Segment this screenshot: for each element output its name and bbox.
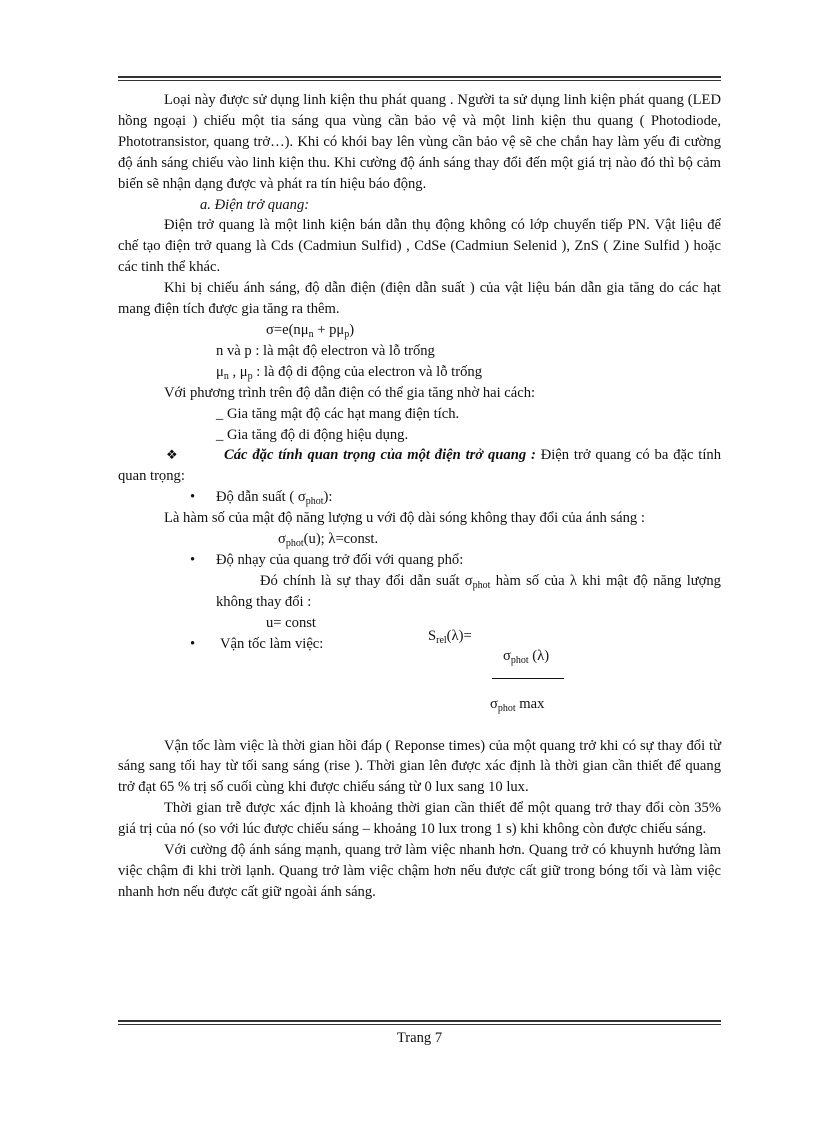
bullet-conductivity	[118, 487, 721, 508]
bullet-icon: •	[190, 635, 196, 652]
mu-part: μ	[216, 363, 224, 380]
srel-numerator	[503, 646, 549, 667]
mu-part: , μ	[228, 363, 248, 380]
section-heading-photoresistor: a. Điện trở quang:	[200, 196, 310, 213]
equation-sigma	[118, 320, 721, 341]
srel-part: (λ)=	[446, 627, 472, 644]
detail-sub: phot	[472, 579, 491, 591]
footer-rule	[118, 1020, 721, 1025]
eq-part: σ=e(nμ	[266, 321, 309, 338]
num-part: (λ)	[528, 647, 550, 664]
den-part: max	[515, 695, 545, 712]
eq-sub-p: p	[344, 328, 350, 340]
formula-part: σ	[278, 531, 286, 548]
srel-part: S	[428, 627, 437, 644]
paragraph-two-ways: Với phương trình trên độ dẫn điện có thể gia tăng nhờ hai cách:	[164, 384, 536, 401]
page-number: Trang 7	[396, 1030, 443, 1046]
paragraph-energy-density: Là hàm số của mật độ năng lượng u với độ dài sóng không thay đổi của ánh sáng :	[164, 510, 645, 527]
characteristics-rest: Điện trở quang có ba đặc tính quan trọng:	[118, 447, 721, 485]
num-part: σ	[503, 647, 511, 664]
paragraph-delay-time: Thời gian trễ được xác định là khoảng thời gian cần thiết để một quang trở thay đổi còn 35% giá trị của nó (so với lúc được chiếu sáng – khoảng 10 lux trong 1 s) khi không còn được chiếu sáng.	[118, 800, 721, 838]
paragraph-light-intensity: Với cường độ ánh sáng mạnh, quang trở làm việc nhanh hơn. Quang trở có khuynh hướng làm việc chậm đi khi trời lạnh. Quang trở làm việc chậm hơn nếu được cất giữ trong bóng tối và làm việc nhanh hơn nếu được cất giữ ngoài ánh sáng.	[118, 842, 721, 900]
srel-sub: rel	[436, 634, 447, 646]
eq-part: )	[349, 321, 355, 338]
bullet-sensitivity	[118, 550, 721, 571]
formula-u-const: u= const	[266, 614, 316, 631]
dash-item-mobility: _ Gia tăng độ di động hiệu dụng.	[216, 426, 409, 443]
formula-sub: phot	[285, 538, 304, 550]
detail-part: Đó chính là sự thay đổi dẫn suất σ	[260, 572, 473, 589]
characteristics-paragraph	[118, 445, 721, 487]
diamond-bullet-icon: ❖	[166, 447, 178, 463]
formula-srel	[118, 627, 721, 728]
srel-lhs	[428, 626, 472, 647]
bullet-text: Vận tốc làm việc:	[220, 635, 324, 652]
definition-mu	[118, 362, 721, 383]
den-part: σ	[490, 695, 498, 712]
fraction-bar	[492, 678, 564, 679]
definition-n-p: n và p : là mật độ electron và lỗ trống	[216, 342, 435, 359]
bullet-sub: phot	[305, 496, 324, 508]
header-rule	[118, 76, 721, 81]
bullet-text: Độ dẫn suất ( σ	[216, 489, 306, 506]
den-sub: phot	[497, 702, 516, 714]
paragraph-sensitivity-detail	[118, 571, 721, 613]
mu-part: : là độ di động của electron và lỗ trống	[252, 363, 482, 380]
detail-part: hàm số của λ khi mật độ năng lượng không thay đổi :	[216, 572, 721, 610]
document-page	[118, 0, 721, 1123]
srel-denominator	[490, 694, 544, 715]
paragraph-response-time: Vận tốc làm việc là thời gian hồi đáp ( Reponse times) của một quang trở khi có sự thay đổi từ sáng sang tối hay từ tối sang sáng (rise ). Thời gian lên được xác định là thời gian cần thiết để quang trở đạt 65 % trị số cuối cùng khi được chiếu sáng từ 0 lux sang 10 lux.	[118, 737, 721, 796]
mu-sub-p: p	[247, 370, 253, 382]
bullet-speed	[118, 634, 323, 655]
eq-sub-n: n	[308, 328, 314, 340]
paragraph-photoresistor-definition: Điện trở quang là một linh kiện bán dẫn thụ động không có lớp chuyển tiếp PN. Vật liệu để chế tạo điện trở quang là Cds (Cadmiun Sulfid) , CdSe (Cadmiun Selenid ), ZnS ( Zine Sulfid ) hoặc các tinh thể khác.	[118, 217, 721, 276]
eq-part: + pμ	[313, 321, 345, 338]
bullet-text: ):	[323, 489, 333, 506]
bullet-icon: •	[190, 551, 196, 568]
bullet-text: Độ nhạy của quang trở đối với quang phổ:	[216, 551, 464, 568]
mu-sub-n: n	[223, 370, 229, 382]
formula-sigma-phot	[118, 529, 721, 550]
dash-item-density: _ Gia tăng mật độ các hạt mang điện tích.	[216, 405, 460, 422]
characteristics-title: Các đặc tính quan trọng của một điện trở quang :	[224, 447, 536, 464]
formula-part: (u); λ=const.	[303, 531, 379, 548]
num-sub: phot	[510, 654, 529, 666]
paragraph-smoke-detector: Loại này được sử dụng linh kiện thu phát quang . Người ta sử dụng linh kiện phát quang (LED hồng ngoại ) chiếu một tia sáng qua vùng cần bảo vệ và một linh kiện thu quang ( Photodiode, Phototransistor, quang trở…). Khi có khói bay lên vùng cần bảo vệ sẽ che chắn hay làm yếu đi cường độ ánh sáng chiếu vào linh kiện thu. Khi cường độ ánh sáng thay đổi đến một giá trị nào đó thì bộ cảm biến sẽ nhận dạng được và phát ra tín hiệu báo động.	[118, 92, 721, 192]
document-body	[118, 90, 721, 903]
paragraph-conductivity: Khi bị chiếu ánh sáng, độ dẫn điện (điện dẫn suất ) của vật liệu bán dẫn gia tăng do các hạt mang điện tích được gia tăng ra thêm.	[118, 280, 721, 318]
bullet-icon: •	[190, 489, 196, 506]
